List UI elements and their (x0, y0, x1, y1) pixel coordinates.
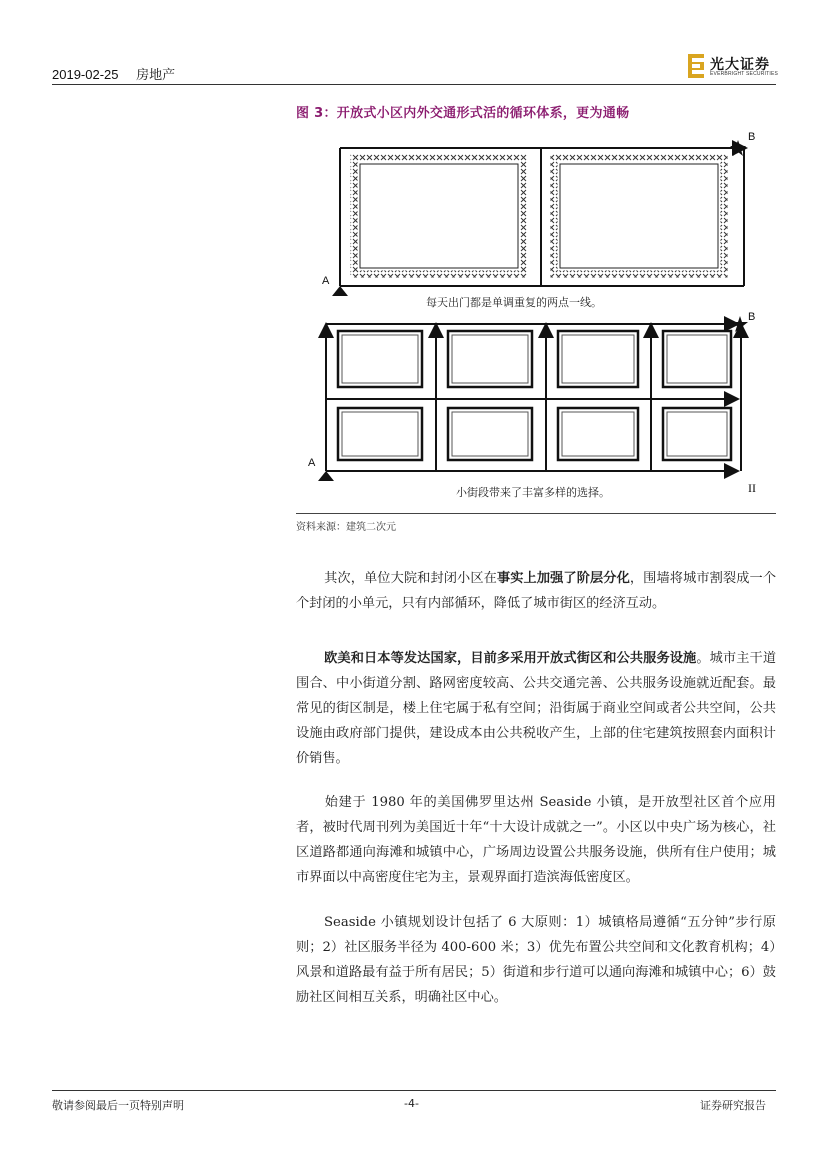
closed-compound-diagram (332, 140, 746, 296)
logo-text-en: EVERBRIGHT SECURITIES (710, 71, 779, 77)
caption-top: 每天出门都是单调重复的两点一线。 (426, 296, 602, 309)
p2-post: 。城市主干道围合、中小街道分割、路网密度较高、公共交通完善、公共服务设施就近配套。最常见的街区制是，楼上住宅属于私有空间；沿街属于商业空间或者公共空间，公共设施由政府部门提供，建设成本由公共税收产生，上部的住宅建筑按照套内面积计价销售。 (296, 651, 777, 766)
p3-text: 始建于 1980 年的美国佛罗里达州 Seaside 小镇，是开放型社区首个应用者，被时代周刊列为美国近十年“十大设计成就之一”。小区以中央广场为核心，社区道路都通向海滩和城镇中心，广场周边设置公共服务设施，供所有住户使用；城市界面以中高密度住宅为主，景观界面打造滨海低密度区。 (296, 795, 776, 885)
figure-rule (296, 513, 776, 514)
everbright-logo-icon (688, 54, 704, 78)
open-block-diagram (318, 316, 748, 481)
logo-text-cn: 光大证券 (710, 57, 770, 73)
caption-bottom: 小街段带来了丰富多样的选择。 (456, 486, 610, 499)
header-rule (52, 84, 776, 85)
paragraph-3 (296, 790, 776, 890)
everbright-logo (688, 54, 788, 80)
p4-text: Seaside 小镇规划设计包括了 6 大原则：1）城镇格局遵循“五分钟”步行原则；2）社区服务半径为 400-600 米；3）优先布置公共空间和文化教育机构；4）风景和道路最有益于所有居民；5）街道和步行道可以通向海滩和城镇中心；6）鼓励社区间相互关系，明确社区中心。 (296, 915, 776, 1005)
p2-bold: 欧美和日本等发达国家，目前多采用开放式街区和公共服务设施 (324, 651, 697, 666)
figure-source: 资料来源：建筑二次元 (296, 522, 396, 533)
footer-page-number: -4- (404, 1097, 419, 1110)
figure-diagram (296, 126, 776, 512)
footer-rule (52, 1090, 776, 1091)
label-b-bottom: B (748, 311, 756, 323)
header-left (52, 64, 175, 83)
label-b-top: B (748, 131, 756, 143)
footer-report-type: 证券研究报告 (700, 1099, 766, 1112)
report-date: 2019-02-25 (52, 67, 119, 82)
diagram-roman-numeral: II (748, 481, 756, 495)
paragraph-2 (296, 646, 776, 771)
label-a-top: A (322, 275, 330, 287)
p1-post: ，围墙将城市割裂成一个个封闭的小单元，只有内部循环，降低了城市街区的经济互动。 (296, 571, 777, 611)
paragraph-1 (296, 566, 776, 616)
report-sector: 房地产 (136, 67, 176, 82)
footer-disclaimer: 敬请参阅最后一页特别声明 (52, 1099, 184, 1112)
p1-bold: 事实上加强了阶层分化 (496, 571, 630, 586)
street-diagram (296, 126, 776, 512)
p1-pre: 其次，单位大院和封闭小区在 (324, 571, 497, 586)
paragraph-4 (296, 910, 776, 1010)
figure-title: 图 3：开放式小区内外交通形式活的循环体系，更为通畅 (296, 106, 630, 121)
label-a-bottom: A (308, 457, 316, 469)
